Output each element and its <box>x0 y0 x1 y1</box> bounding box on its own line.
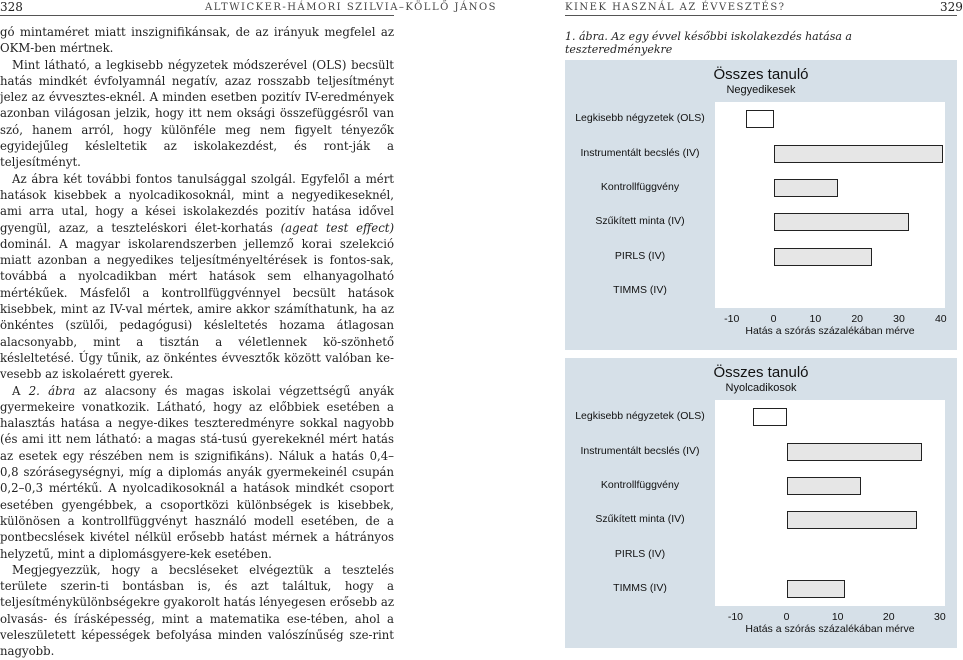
chart-panel-negyedikesek <box>565 60 957 350</box>
x-tick-label: 10 <box>831 611 844 623</box>
body-text <box>0 24 394 660</box>
category-label: Kontrollfüggvény <box>600 478 680 491</box>
x-tick-label: 20 <box>851 313 864 325</box>
category-label: Legkisebb négyzetek (OLS) <box>575 410 705 423</box>
x-tick-label: -10 <box>727 611 744 623</box>
figure-caption: 1. ábra. Az egy évvel későbbi iskolakezdés hatása a teszteredményekre <box>565 30 852 56</box>
x-axis-label: Hatás a szórás százalékában mérve <box>745 623 915 635</box>
paragraph: gó mintaméret miatt inszignifikánsak, de az irányuk megfelel az OKM-ben mértnek. <box>0 25 394 56</box>
bar <box>787 443 922 461</box>
x-tick-label: 0 <box>770 313 777 325</box>
page-number-left: 328 <box>0 0 23 14</box>
bar <box>787 511 917 529</box>
x-tick-label: -10 <box>724 313 740 325</box>
category-label: PIRLS (IV) <box>614 547 666 560</box>
x-tick-label: 10 <box>809 313 822 325</box>
x-tick-label: 30 <box>934 611 946 623</box>
x-tick-label: 40 <box>934 313 947 325</box>
paragraph: A 2. ábra az alacsony és magas iskolai végzettségű anyák gyermekeire vonatkozik. Látható, hogy az előbbiek esetében a halasztás hatása a negye-dikes teszteredményre sokkal nagyobb (és ami itt nem látható: a magas stá-tusú gyerekeknél mért hatás az esetek egy részében nem is szignifikáns). Náluk a hatás 0,4–0,8 szórásegységnyi, míg a diplomás anyák gyermekeinél csupán 0,2–0,3 mértékű. A nyolcadikosoknál a hatások mindkét csoport esetében gyengébbek, a csoportközi különbségek is kisebbek, különösen a kontrollfüggvényt használó modell esetében, de a pontbecslések kivétel nélkül erősebb hatást mérnek a hátrányos helyzetű, mint a diplomásgyere-kek esetében. <box>0 383 394 561</box>
chart-title: Összes tanuló <box>713 364 809 381</box>
x-tick-label: 30 <box>893 313 905 325</box>
x-axis-label: Hatás a szórás százalékában mérve <box>745 325 915 337</box>
category-label: Legkisebb négyzetek (OLS) <box>575 112 705 125</box>
paragraph: Megjegyezzük, hogy a becsléseket elvégeztük a tesztelés területe szerin-ti bontásban is, és azt találtuk, hogy a teljesítménykülönbségekre gyakorolt hatás lényegesen erősebb az olvasás- és írásképesség, mint a matematika ese-tében, ahol a veleszületett képességek befolyása minden valószínűség sze-rint nagyobb. <box>0 562 394 659</box>
bar <box>746 110 773 128</box>
running-head-right: KINEK HASZNÁL AZ ÉVVESZTÉS? <box>565 2 786 13</box>
page-number-right: 329 <box>940 0 963 14</box>
x-tick-label: 0 <box>783 611 790 623</box>
x-tick-label: 20 <box>882 611 895 623</box>
category-label: TIMMS (IV) <box>613 283 667 296</box>
category-label: Szűkített minta (IV) <box>595 215 685 228</box>
category-label: Szűkített minta (IV) <box>595 513 685 526</box>
bar <box>787 580 846 598</box>
paragraph: Az ábra két további fontos tanulsággal szolgál. Egyfelől a mért hatások kisebbek a nyolcadikosoknál, mint a negyedikeseknél, ami arra utal, hogy a kései iskolakezdés pozitív hatása idővel gyengül, azaz, a teszteléskori élet-korhatás (ageat test effect) dominál. A magyar iskolarendszerben jellemző korai szelekció miatt azonban a negyedikes teljesítményeltérések is fontos-sak, továbbá a nyolcadikban mért hatások sem elhanyagolható mértékűek. Másfelől a kontrollfüggvénnyel becsült hatások kisebbek, mint az IV-val mértek, amire akkor számíthatunk, ha az önkéntes (szülői, pedagógusi) késleltetés hozama átlagosan alacsonyabb, mint a tisztán a véletlennek kö-szönhető késleltetésé. Úgy tűnik, az önkéntes évvesztők között valóban ke-vesebb az iskolaérett gyerek. <box>0 171 395 382</box>
bar <box>774 179 839 197</box>
category-label: TIMMS (IV) <box>613 581 667 594</box>
bar <box>787 477 861 495</box>
bar <box>753 408 786 426</box>
chart-panel-nyolcadikosok <box>565 358 957 648</box>
plot-area <box>715 400 945 606</box>
category-label: Kontrollfüggvény <box>600 180 680 193</box>
header-rule-left <box>0 15 394 16</box>
chart-subtitle: Negyedikesek <box>726 84 796 96</box>
plot-area <box>715 102 945 308</box>
category-label: Instrumentált becslés (IV) <box>580 444 700 457</box>
header-rule-right <box>565 15 957 16</box>
chart-title: Összes tanuló <box>713 66 809 83</box>
paragraph: Mint látható, a legkisebb négyzetek módszerével (OLS) becsült hatás mindkét évfolyamnál negatív, azaz rosszabb teljesítményt jelez az évvesztes-eknél. A minden esetben pozitív IV-eredmények azonban világosan jelzik, hogy itt nem oksági összefüggésről van szó, hanem arról, hogy különféle meg nem figyelt tényezők egyidejűleg késleltetik az iskolakezdést, és ront-ják a teljesítményt. <box>0 57 394 170</box>
category-label: Instrumentált becslés (IV) <box>580 146 700 159</box>
chart-subtitle: Nyolcadikosok <box>725 382 797 394</box>
bar <box>774 213 910 231</box>
bar <box>774 145 943 163</box>
bar <box>774 248 872 266</box>
running-head-left: ALTWICKER-HÁMORI SZILVIA–KÖLLŐ JÁNOS <box>205 2 497 13</box>
category-label: PIRLS (IV) <box>614 249 666 262</box>
